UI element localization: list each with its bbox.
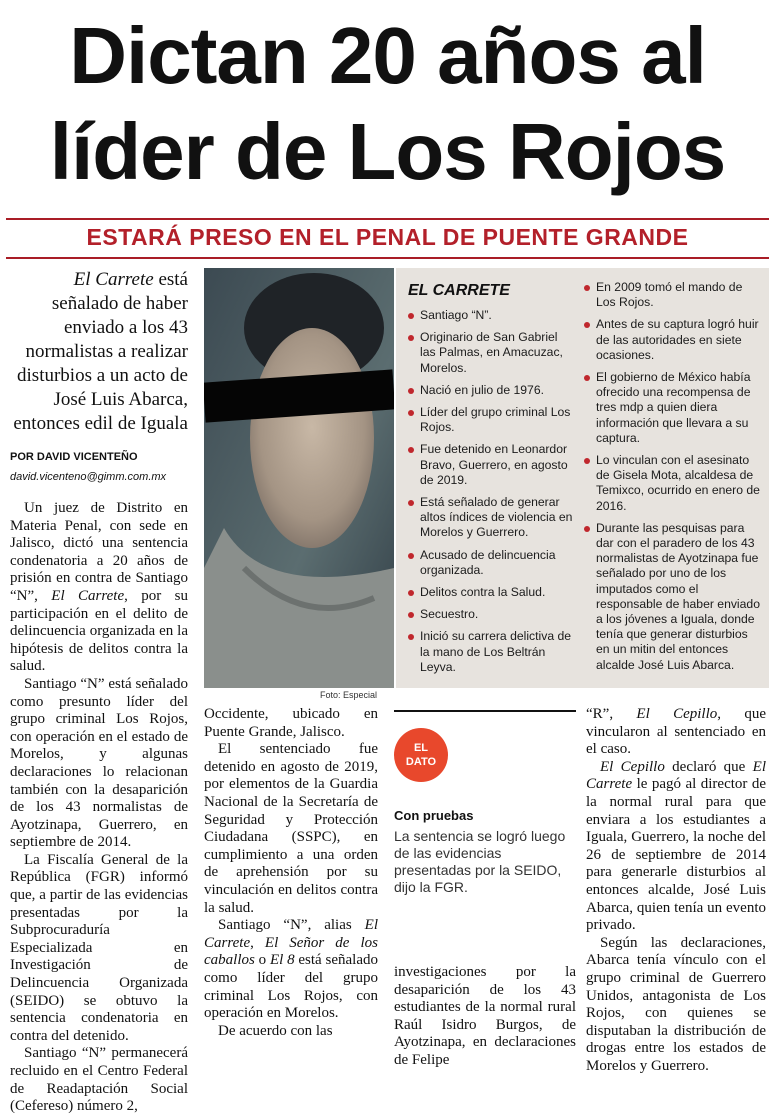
- fact-item: Fue detenido en Leonardor Bravo, Guerrero, en agosto de 2019.: [406, 442, 576, 488]
- badge-line: EL: [413, 742, 429, 754]
- kicker: ESTARÁ PRESO EN EL PENAL DE PUENTE GRANDE: [86, 224, 689, 250]
- article-column-4: [586, 706, 766, 1075]
- paragraph: [204, 917, 378, 1023]
- text: “R”,: [586, 706, 637, 722]
- italic-text: El Carrete: [204, 917, 378, 951]
- italic-text: El Carrete: [51, 587, 125, 604]
- article-column-2: [204, 706, 378, 1040]
- paragraph: Según las declaraciones, Abarca tenía vínculo con el grupo criminal de Guerrero Unidos, antagonista de Los Rojos, con quienes se disputaban la distribución de drogas entre los estados de Morelos y Guerrero.: [586, 934, 766, 1074]
- el-dato-badge: [394, 728, 448, 782]
- kicker-bottom-rule: [6, 257, 769, 259]
- paragraph: El sentenciado fue detenido en agosto de 2019, por elementos de la Guardia Nacional de la Secretaría de Seguridad y Protección Ciudadana (SSPC), en cumplimiento a una orden de aprehensión por su vinculación en delitos contra la salud.: [204, 741, 378, 916]
- fact-item: Lo vinculan con el asesinato de Gisela Mota, alcaldesa de Temixco, ocurrido en enero de 2016.: [582, 453, 762, 514]
- author-email: david.vicenteno@gimm.com.mx: [10, 471, 167, 483]
- text: declaró que: [664, 758, 753, 775]
- italic-text: El Carrete: [586, 758, 767, 793]
- fact-item: Antes de su captura logró huir de las autoridades en siete ocasiones.: [582, 317, 762, 363]
- el-dato-rule: [394, 710, 576, 712]
- fact-item: Durante las pesquisas para dar con el paradero de los 43 normalistas de Ayotzinapa fue señalado por uno de los imputados como el responsable de haber enviado a los jóvenes a Iguala, donde tenía que generar disturbios en un mitin del entonces alcalde José Luis Abarca.: [582, 521, 762, 673]
- kicker-top-rule: [6, 218, 769, 220]
- facts-list-left: [406, 308, 576, 682]
- text: está señalado como líder del grupo criminal Los Rojos, con operación en Morelos.: [204, 952, 378, 1022]
- fact-item: Delitos contra la Salud.: [406, 585, 576, 600]
- text: le pagó al director de la normal rural para que enviara a los estudiantes a Iguala, Guerrero, la noche del 26 de septiembre de 2014 para generarle disturbios al entonces alcalde, José Luis Abarca, quien tenía un evento privado.: [586, 776, 766, 934]
- italic-text: El Señor de los caballos: [204, 934, 378, 969]
- fact-item: Inició su carrera delictiva de la mano de Los Beltrán Leyva.: [406, 629, 576, 675]
- facts-list-right: [582, 280, 762, 680]
- fact-item: Acusado de delincuencia organizada.: [406, 548, 576, 578]
- italic-text: El Cepillo: [636, 706, 718, 722]
- fact-item: Líder del grupo criminal Los Rojos.: [406, 405, 576, 435]
- badge-line: DATO: [405, 756, 437, 768]
- italic-text: El 8: [269, 952, 295, 969]
- deck-text: está señalado de haber enviado a los 43 normalistas a realizar disturbios a un acto de José Luis Abarca, entonces edil de Iguala: [13, 269, 188, 434]
- fact-item: Nació en julio de 1976.: [406, 383, 576, 398]
- suspect-photo: [204, 268, 394, 688]
- fact-item: Secuestro.: [406, 607, 576, 622]
- paragraph: [586, 759, 766, 935]
- byline: POR DAVID VICENTEÑO: [10, 451, 138, 463]
- fact-item: Originario de San Gabriel las Palmas, en Amacuzac, Morelos.: [406, 330, 576, 376]
- paragraph: De acuerdo con las: [218, 1022, 333, 1039]
- profile-sidebar-title: EL CARRETE: [408, 282, 510, 299]
- text: Santiago “N”, alias: [218, 917, 365, 934]
- headline-line-2: líder de Los Rojos: [49, 107, 726, 196]
- el-dato-title: Con pruebas: [394, 808, 474, 823]
- text: o: [254, 952, 270, 969]
- article-column-3: [394, 964, 576, 1070]
- paragraph: Santiago “N” está señalado como presunto líder del grupo criminal Los Rojos, con operación en el estado de Morelos, y algunas declaraciones lo relacionan también con la desaparición de los 43 normalistas de Ayotzinapa, Guerrero, en septiembre de 2014.: [10, 675, 188, 851]
- paragraph: [10, 500, 188, 676]
- paragraph: [586, 706, 766, 759]
- fact-item: Santiago “N”.: [406, 308, 576, 323]
- paragraph: Santiago “N” permanecerá recluido en el Centro Federal de Readaptación Social (Cefereso) número 2,: [10, 1045, 188, 1115]
- headline-line-1: Dictan 20 años al: [69, 11, 706, 100]
- el-dato-text: La sentencia se logró luego de las evidencias presentadas por la SEIDO, dijo la FGR.: [394, 828, 566, 895]
- fact-item: El gobierno de México había ofrecido una recompensa de tres mdp a quien diera información que llevara a su captura.: [582, 370, 762, 446]
- deck: [10, 268, 188, 436]
- text: , por su participación en el delito de delincuencia organizada en la hipótesis de delitos contra la salud.: [10, 587, 188, 675]
- paragraph: La Fiscalía General de la República (FGR) informó que, a partir de las evidencias presentadas por la Subprocuraduría Especializada en Investigación de Delincuencia Organizada (SEIDO) se obtuvo la sentencia condenatoria en contra del detenido.: [10, 851, 188, 1044]
- suspect-photo-image: [204, 268, 394, 688]
- article-column-1: [10, 500, 188, 1116]
- italic-text: El Cepillo: [600, 758, 665, 775]
- text: Un juez de Distrito en Materia Penal, con sede en Jalisco, dictó una sentencia condenatoria a 20 años de prisión en contra de Santiago “N”,: [10, 500, 188, 604]
- photo-credit: Foto: Especial: [320, 690, 378, 700]
- fact-item: Está señalado de generar altos índices de violencia en Morelos y Guerrero.: [406, 495, 576, 541]
- paragraph: Occidente, ubicado en Puente Grande, Jalisco.: [204, 706, 378, 740]
- fact-item: En 2009 tomó el mando de Los Rojos.: [582, 280, 762, 310]
- deck-italic: El Carrete: [73, 269, 154, 290]
- text: , que vincularon al sentenciado en el caso.: [586, 706, 766, 758]
- paragraph: investigaciones por la desaparición de los 43 estudiantes de la normal rural Raúl Isidro Burgos, de Ayotzinapa, en declaraciones de Felipe: [394, 964, 576, 1068]
- text: ,: [250, 934, 265, 951]
